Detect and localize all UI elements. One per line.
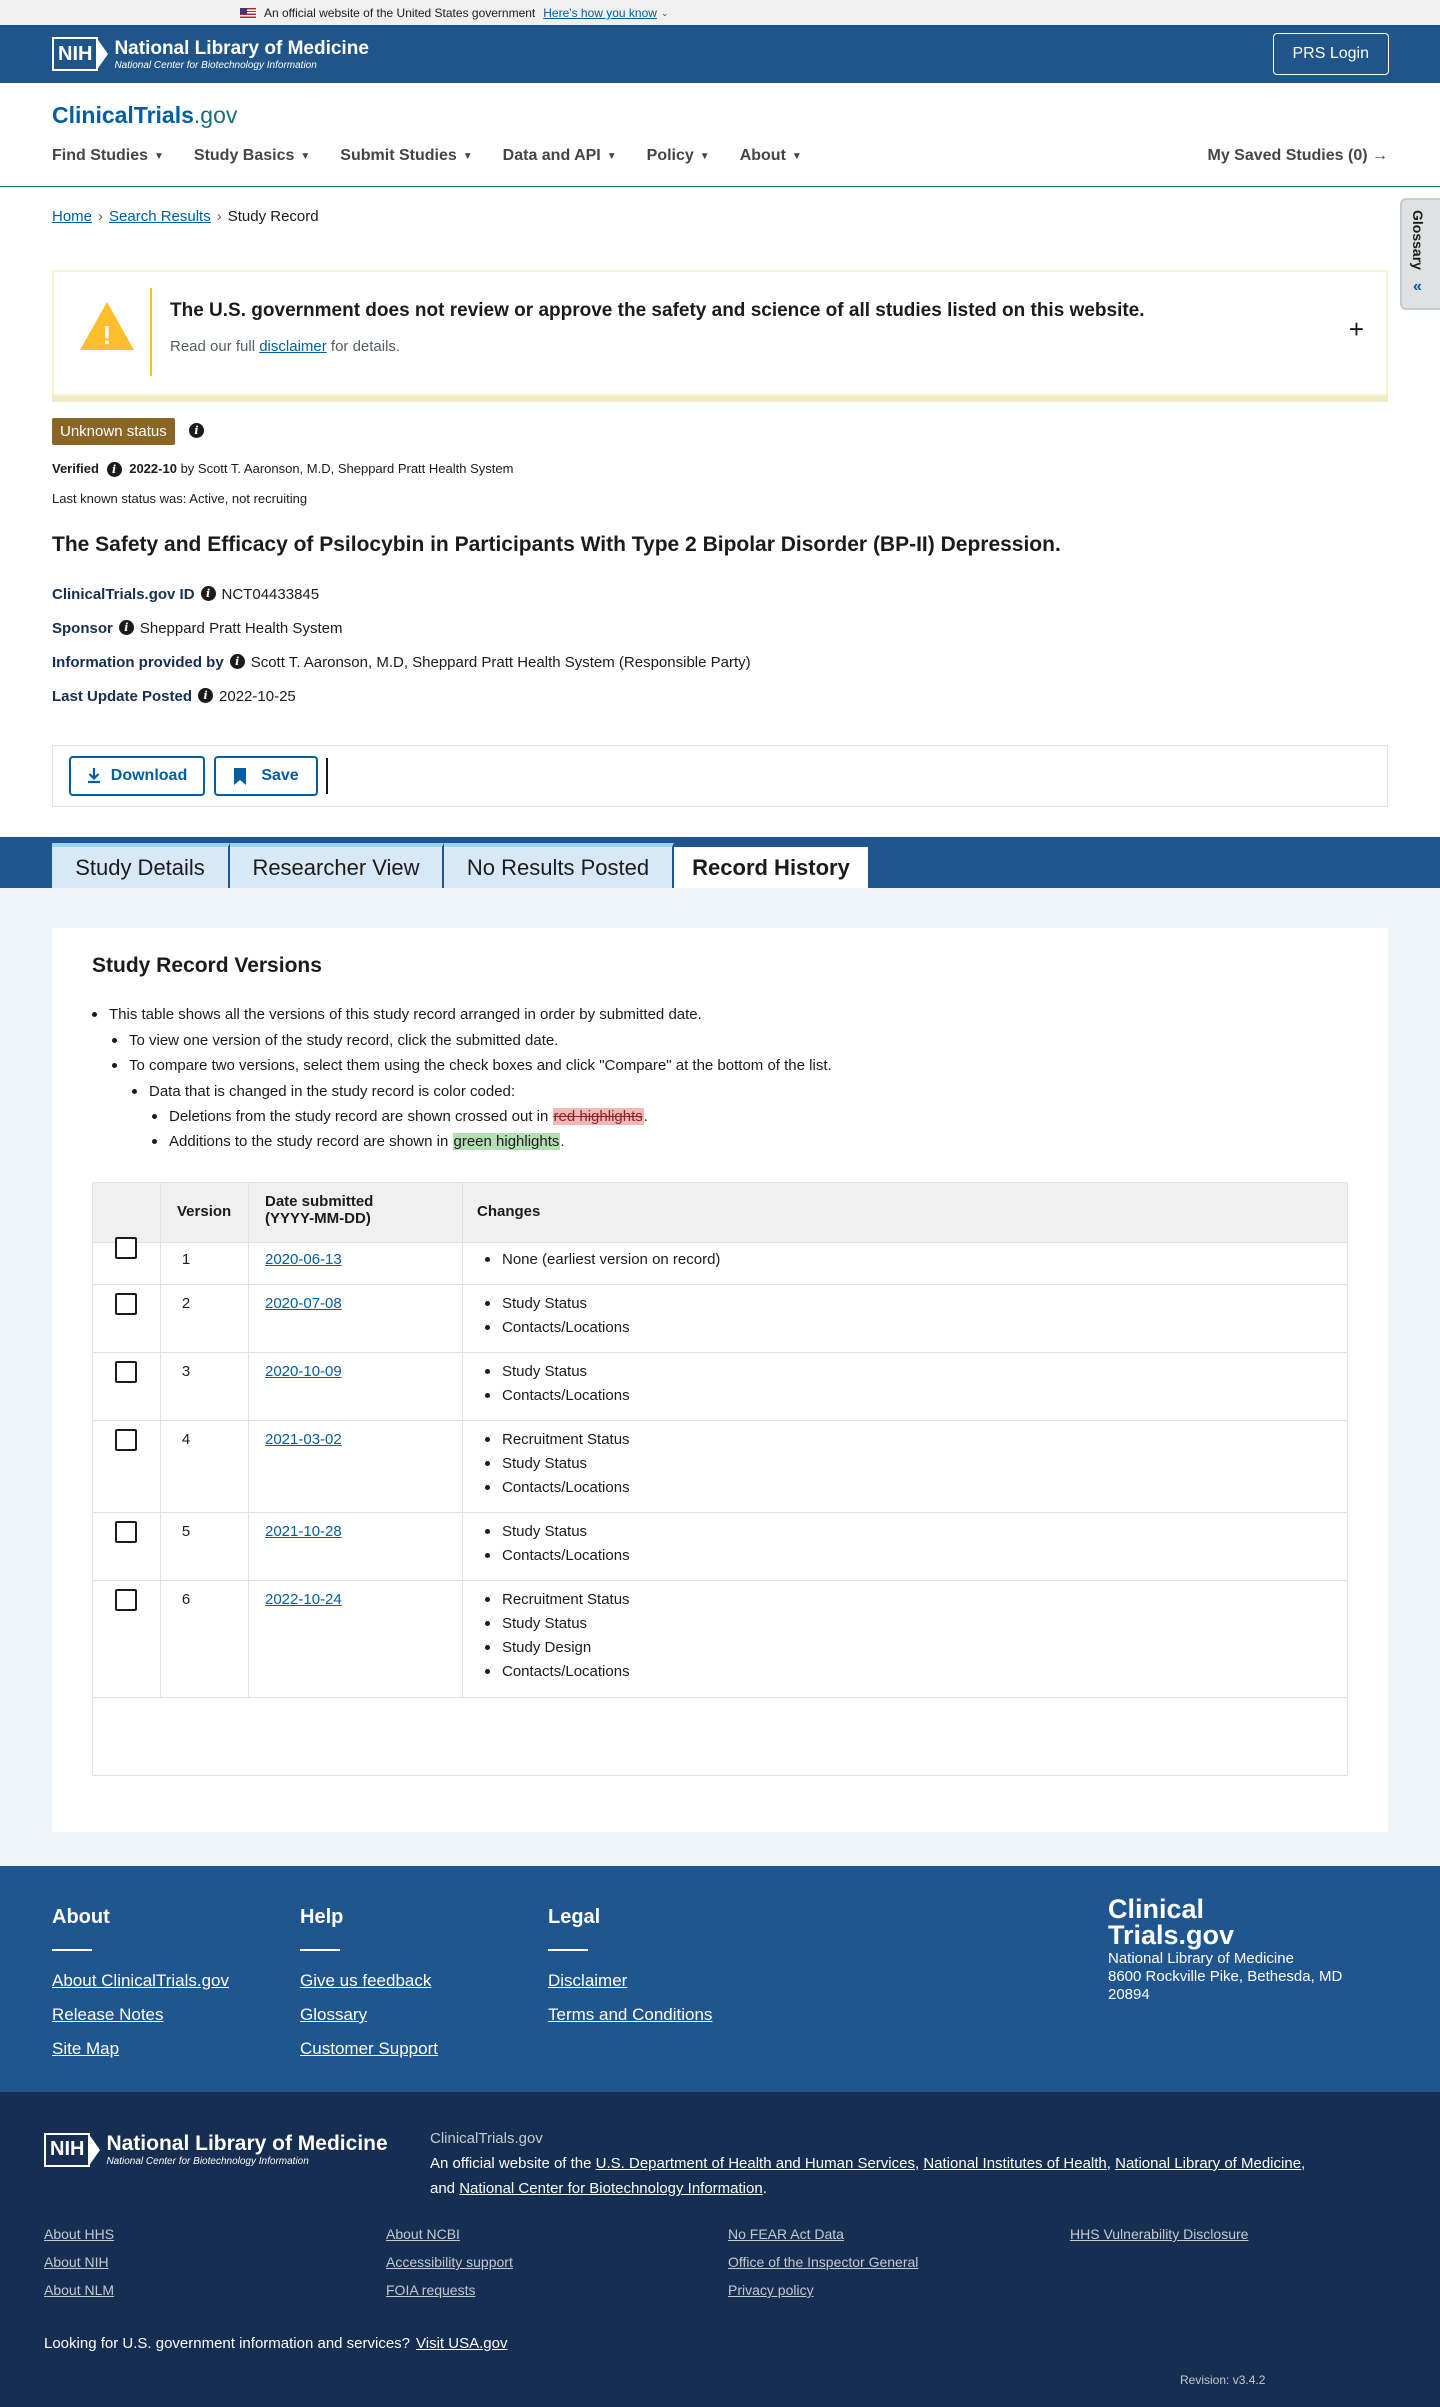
bullet-text: . — [560, 1133, 565, 1150]
nlm-title: National Library of Medicine — [114, 37, 369, 59]
footer2-link[interactable]: About NLM — [44, 2282, 115, 2298]
bullet-text: Data that is changed in the study record is color coded: — [149, 1083, 516, 1100]
glossary-label: Glossary — [1410, 210, 1426, 270]
info-icon[interactable]: i — [189, 423, 204, 438]
footer-help — [300, 1906, 438, 2073]
info-icon[interactable]: i — [107, 462, 122, 477]
and-text: and — [430, 2180, 460, 2197]
alert-body — [170, 338, 400, 355]
version-number: 2 — [181, 1295, 191, 1312]
study-title: The Safety and Efficacy of Psilocybin in Participants With Type 2 Bipolar Disorder (BP-II) Depression. — [52, 533, 1061, 556]
list-item — [112, 1032, 558, 1049]
footer-address — [1108, 1950, 1342, 2004]
usa-question: Looking for U.S. government information and services? — [44, 2335, 411, 2352]
green-highlight-sample: green highlights — [453, 1133, 560, 1150]
list-item — [112, 1057, 832, 1074]
breadcrumb-search-results[interactable]: Search Results — [109, 208, 211, 225]
change-text: Study Status — [502, 1295, 588, 1312]
nih-link[interactable]: National Institutes of Health — [923, 2155, 1107, 2172]
change-item — [485, 1591, 630, 1608]
footer-nlm-logo[interactable] — [44, 2132, 388, 2167]
footer2-link[interactable]: Office of the Inspector General — [728, 2254, 919, 2270]
alert-body-pre: Read our full — [170, 338, 260, 355]
nav-label: Study Basics — [193, 147, 295, 164]
glossary-tab[interactable] — [1400, 198, 1440, 310]
nav-label: Policy — [646, 147, 694, 164]
tab-researcher-view[interactable]: Researcher View — [230, 843, 444, 888]
download-label: Download — [110, 767, 188, 784]
study-record-versions-card — [52, 928, 1388, 1832]
chevron-down-icon: ▼ — [300, 150, 311, 162]
verified-by: by Scott T. Aaronson, M.D, Sheppard Pratt Health System — [180, 461, 514, 476]
hhs-link[interactable]: U.S. Department of Health and Human Services — [595, 2155, 915, 2172]
footer-link[interactable]: About ClinicalTrials.gov — [52, 1971, 229, 1990]
address-line: 20894 — [1108, 1986, 1150, 2003]
bullet-text: . — [643, 1108, 648, 1125]
version-date-link[interactable]: 2020-06-13 — [265, 1251, 342, 1268]
last-update-value: 2022-10-25 — [219, 688, 296, 705]
chevron-down-icon: ▼ — [462, 150, 473, 162]
footer-link[interactable]: Customer Support — [300, 2039, 438, 2058]
site-footer — [0, 1866, 1440, 2092]
breadcrumb-home[interactable]: Home — [52, 208, 93, 225]
address-line: 8600 Rockville Pike, Bethesda, MD — [1108, 1968, 1343, 1985]
version-date-link[interactable]: 2020-07-08 — [265, 1295, 342, 1312]
change-item — [485, 1523, 630, 1540]
footer-link[interactable]: Give us feedback — [300, 1971, 432, 1990]
logo-suffix: .gov — [193, 102, 238, 128]
nav-label: Find Studies — [52, 147, 148, 164]
download-button[interactable] — [69, 756, 205, 796]
footer-underline — [300, 1949, 340, 1951]
tab-study-details[interactable]: Study Details — [52, 843, 230, 888]
red-highlight-sample: red highlights — [553, 1108, 643, 1125]
footer-underline — [548, 1949, 588, 1951]
footer2-link[interactable]: FOIA requests — [386, 2282, 476, 2298]
version-number: 4 — [181, 1431, 191, 1448]
version-checkbox[interactable] — [115, 1293, 137, 1315]
footer2-site: ClinicalTrials.gov — [430, 2130, 543, 2147]
download-icon — [87, 768, 101, 784]
table-header — [93, 1183, 1347, 1243]
footer-ct-logo[interactable] — [1108, 1896, 1234, 1948]
version-changes — [485, 1363, 630, 1411]
expand-plus-icon[interactable]: + — [1348, 314, 1364, 344]
last-known-status: Last known status was: Active, not recruiting — [52, 491, 308, 506]
usa-gov-line — [44, 2335, 507, 2352]
my-saved-studies-link[interactable] — [1208, 147, 1389, 165]
id-label: ClinicalTrials.gov ID — [52, 586, 195, 603]
alert-body-post: for details. — [326, 338, 401, 355]
change-item — [485, 1387, 630, 1404]
footer-link[interactable]: Glossary — [300, 2005, 368, 2024]
change-text: Recruitment Status — [502, 1591, 630, 1608]
actions-divider — [326, 758, 328, 794]
footer-heading: Legal — [548, 1906, 601, 1928]
chevron-down-icon: ▼ — [791, 150, 802, 162]
change-text: Contacts/Locations — [502, 1479, 630, 1496]
save-button[interactable] — [214, 756, 318, 796]
version-changes — [485, 1251, 720, 1275]
nlm-footer — [0, 2092, 1440, 2407]
info-icon[interactable]: i — [230, 654, 245, 669]
status-badge: Unknown status — [52, 418, 175, 445]
ncbi-link[interactable]: National Center for Biotechnology Information — [459, 2180, 763, 2197]
alert-title: The U.S. government does not review or approve the safety and science of all studies listed on this website. — [170, 300, 1145, 321]
gov-banner-text: An official website of the United States government — [264, 6, 536, 20]
version-changes — [485, 1591, 630, 1687]
footer-link[interactable]: Site Map — [52, 2039, 120, 2058]
version-checkbox[interactable] — [115, 1589, 137, 1611]
nlm-subtitle: National Center for Biotechnology Information — [114, 59, 317, 71]
tab-record-history[interactable]: Record History — [674, 843, 870, 888]
nlm-header — [0, 25, 1440, 83]
study-id-row — [52, 586, 319, 603]
tab-no-results-posted[interactable]: No Results Posted — [444, 843, 674, 888]
chevron-down-icon: ⌄ — [660, 7, 669, 18]
sponsor-row — [52, 620, 342, 637]
change-text: Contacts/Locations — [502, 1663, 630, 1680]
change-item — [485, 1431, 630, 1448]
version-date-link[interactable]: 2021-03-02 — [265, 1431, 342, 1448]
nih-logo-icon: NIH — [44, 2133, 90, 2167]
info-provided-label: Information provided by — [52, 654, 224, 671]
nav-divider — [0, 186, 1440, 187]
col-date-line1: Date submitted — [265, 1193, 374, 1210]
version-changes — [485, 1523, 630, 1571]
nav-policy[interactable] — [647, 147, 710, 165]
change-item — [485, 1455, 630, 1472]
footer2-link[interactable]: No FEAR Act Data — [728, 2226, 844, 2242]
change-item — [485, 1295, 630, 1312]
change-text: Contacts/Locations — [502, 1547, 630, 1564]
footer2-link[interactable]: About NIH — [44, 2254, 109, 2270]
chevron-right-icon: › — [216, 208, 222, 225]
study-tabs — [0, 837, 1440, 888]
version-checkbox[interactable] — [115, 1237, 137, 1259]
verified-label: Verified — [52, 461, 99, 476]
col-version: Version — [177, 1203, 232, 1220]
version-checkbox[interactable] — [115, 1429, 137, 1451]
study-id: NCT04433845 — [221, 586, 320, 603]
gov-banner — [0, 0, 1440, 25]
clinicaltrials-logo[interactable] — [52, 102, 237, 129]
nav-label: About — [739, 147, 786, 164]
table-row — [93, 1285, 1347, 1353]
bookmark-icon — [233, 768, 247, 785]
chevron-down-icon: ▼ — [699, 150, 710, 162]
nih-logo-icon: NIH — [52, 37, 98, 71]
version-number: 5 — [181, 1523, 191, 1540]
nav-find-studies[interactable] — [52, 147, 164, 165]
official-website-text: ClinicalTrials.gov An official website of the U.S. Department of Health and Human Services, National Institutes of Health, National Library of Medicine, and National Center for Biotechnology Information. — [430, 2126, 1370, 2201]
breadcrumb-current: Study Record — [227, 208, 319, 225]
warning-exclamation: ! — [102, 320, 112, 350]
table-row — [93, 1581, 1347, 1698]
last-update-row — [52, 688, 296, 705]
sponsor-value: Sheppard Pratt Health System — [139, 620, 343, 637]
nlm-subtitle: National Center for Biotechnology Information — [106, 2156, 309, 2167]
table-row — [93, 1243, 1347, 1285]
change-text: Contacts/Locations — [502, 1387, 630, 1404]
change-text: Contacts/Locations — [502, 1319, 630, 1336]
footer-logo-line: Trials.gov — [1108, 1920, 1235, 1950]
table-row — [93, 1353, 1347, 1421]
footer-about — [52, 1906, 229, 2073]
footer-link[interactable]: Release Notes — [52, 2005, 164, 2024]
nav-data-api[interactable] — [503, 147, 617, 165]
change-item — [485, 1363, 630, 1380]
info-provided-value: Scott T. Aaronson, M.D, Sheppard Pratt Health System (Responsible Party) — [250, 654, 751, 671]
col-date-line2: (YYYY-MM-DD) — [265, 1210, 371, 1227]
list-item — [152, 1108, 648, 1125]
bullet-text: Additions to the study record are shown in — [169, 1133, 449, 1150]
change-item — [485, 1615, 630, 1632]
disclaimer-alert — [52, 270, 1388, 402]
footer-legal — [548, 1906, 712, 2039]
official-pre: An official website of the — [430, 2155, 596, 2172]
change-item — [485, 1251, 720, 1268]
bullet-text: To view one version of the study record, click the submitted date. — [129, 1032, 559, 1049]
change-text: Study Status — [502, 1363, 588, 1380]
nav-about[interactable] — [740, 147, 802, 165]
versions-heading: Study Record Versions — [92, 954, 322, 977]
save-label: Save — [261, 767, 299, 784]
version-date-link[interactable]: 2020-10-09 — [265, 1363, 342, 1380]
version-changes — [485, 1295, 630, 1343]
versions-table — [92, 1182, 1348, 1776]
logo-main: ClinicalTrials — [52, 102, 194, 128]
version-number: 6 — [181, 1591, 191, 1608]
change-item — [485, 1639, 630, 1656]
footer2-link[interactable]: HHS Vulnerability Disclosure — [1070, 2226, 1249, 2242]
footer-heading: About — [52, 1906, 110, 1928]
version-number: 1 — [181, 1251, 191, 1268]
list-item — [152, 1133, 565, 1150]
footer-link[interactable]: Terms and Conditions — [548, 2005, 713, 2024]
verified-line — [52, 461, 513, 477]
change-item — [485, 1663, 630, 1680]
nav-label: Data and API — [502, 147, 601, 164]
footer-link[interactable]: Disclaimer — [548, 1971, 628, 1990]
footer2-link[interactable]: Accessibility support — [386, 2254, 513, 2270]
nlm-title: National Library of Medicine — [106, 2132, 388, 2155]
footer2-link[interactable]: About HHS — [44, 2226, 115, 2242]
version-number: 3 — [181, 1363, 191, 1380]
footer-underline — [52, 1949, 92, 1951]
verified-date: 2022-10 — [129, 461, 177, 476]
footer-logo-line: Clinical — [1108, 1894, 1205, 1924]
version-date-link[interactable]: 2022-10-24 — [265, 1591, 342, 1608]
revision-text: Revision: v3.4.2 — [1180, 2373, 1266, 2387]
change-item — [485, 1319, 630, 1336]
col-date-submitted — [265, 1193, 373, 1227]
nav-study-basics[interactable] — [194, 147, 310, 165]
version-checkbox[interactable] — [115, 1361, 137, 1383]
breadcrumb — [52, 208, 319, 225]
col-changes: Changes — [477, 1203, 541, 1220]
nav-label: Submit Studies — [340, 147, 457, 164]
visit-usa-gov-link[interactable]: Visit USA.gov — [416, 2335, 508, 2352]
chevron-down-icon: ▼ — [154, 150, 164, 162]
study-actions — [52, 745, 1388, 807]
main-nav — [52, 147, 832, 165]
bullet-text: This table shows all the versions of this study record arranged in order by submitted date. — [109, 1006, 702, 1023]
info-icon[interactable]: i — [198, 688, 213, 703]
heres-how-you-know-link[interactable]: Here's how you know — [543, 6, 657, 20]
footer2-link[interactable]: About NCBI — [386, 2226, 460, 2242]
chevron-right-icon: › — [98, 208, 104, 225]
info-icon[interactable]: i — [201, 586, 216, 601]
change-item — [485, 1547, 630, 1564]
version-changes — [485, 1431, 630, 1503]
last-update-label: Last Update Posted — [52, 688, 193, 705]
alert-divider — [150, 288, 152, 376]
arrow-right-icon: → — [1372, 147, 1388, 164]
prs-login-button[interactable]: PRS Login — [1273, 33, 1390, 75]
version-checkbox[interactable] — [115, 1521, 137, 1543]
saved-label: My Saved Studies (0) — [1207, 147, 1368, 164]
table-row — [93, 1421, 1347, 1513]
change-text: None (earliest version on record) — [502, 1251, 721, 1268]
chevron-down-icon: ▼ — [606, 150, 617, 162]
us-flag-icon — [240, 8, 256, 19]
change-text: Study Status — [502, 1615, 588, 1632]
bullet-text: Deletions from the study record are shown crossed out in — [169, 1108, 549, 1125]
footer-heading: Help — [300, 1906, 344, 1928]
info-provided-row — [52, 654, 751, 671]
footer2-link[interactable]: Privacy policy — [728, 2282, 814, 2298]
double-chevron-left-icon: « — [1413, 278, 1422, 295]
nlm-logo[interactable] — [52, 37, 369, 71]
version-date-link[interactable]: 2021-10-28 — [265, 1523, 342, 1540]
list-item — [132, 1083, 515, 1100]
change-text: Recruitment Status — [502, 1431, 630, 1448]
change-item — [485, 1479, 630, 1496]
list-item — [92, 1006, 702, 1023]
sponsor-label: Sponsor — [52, 620, 113, 637]
disclaimer-link[interactable]: disclaimer — [259, 338, 327, 355]
bullet-text: To compare two versions, select them using the check boxes and click "Compare" at the bottom of the list. — [129, 1057, 832, 1074]
info-icon[interactable]: i — [119, 620, 134, 635]
nav-submit-studies[interactable] — [340, 147, 472, 165]
nlm-link[interactable]: National Library of Medicine — [1115, 2155, 1302, 2172]
table-row — [93, 1513, 1347, 1581]
change-text: Study Status — [502, 1455, 588, 1472]
change-text: Study Design — [502, 1639, 592, 1656]
change-text: Study Status — [502, 1523, 588, 1540]
address-line: National Library of Medicine — [1108, 1950, 1294, 1967]
